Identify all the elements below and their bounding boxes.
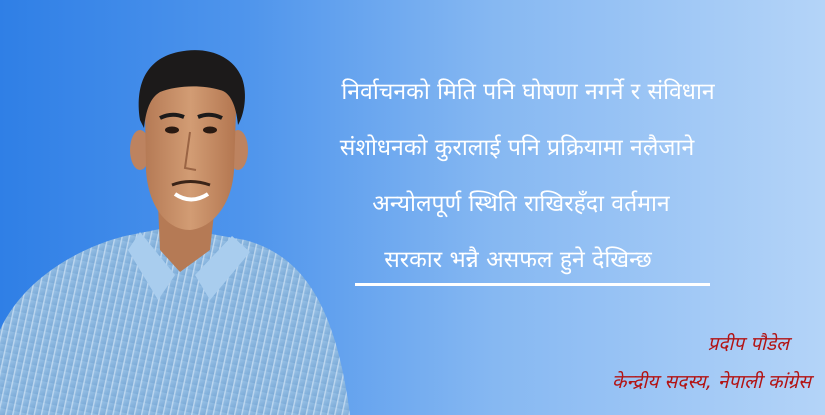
- quote-line-4: सरकार भन्नै असफल हुने देखिन्छ: [384, 247, 652, 273]
- quote-line-2: संशोधनको कुरालाई पनि प्रक्रियामा नलैजाने: [339, 135, 695, 161]
- speaker-title: केन्द्रीय सदस्य, नेपाली कांग्रेस: [611, 371, 811, 393]
- speaker-name: प्रदीप पौडेल: [707, 333, 789, 355]
- divider-line: [355, 283, 710, 286]
- quote-line-1: निर्वाचनको मिति पनि घोषणा नगर्ने र संविधान: [341, 79, 715, 105]
- quote-line-3: अन्योलपूर्ण स्थिति राखिरहँदा वर्तमान: [372, 191, 670, 217]
- quote-text: [282, 78, 782, 302]
